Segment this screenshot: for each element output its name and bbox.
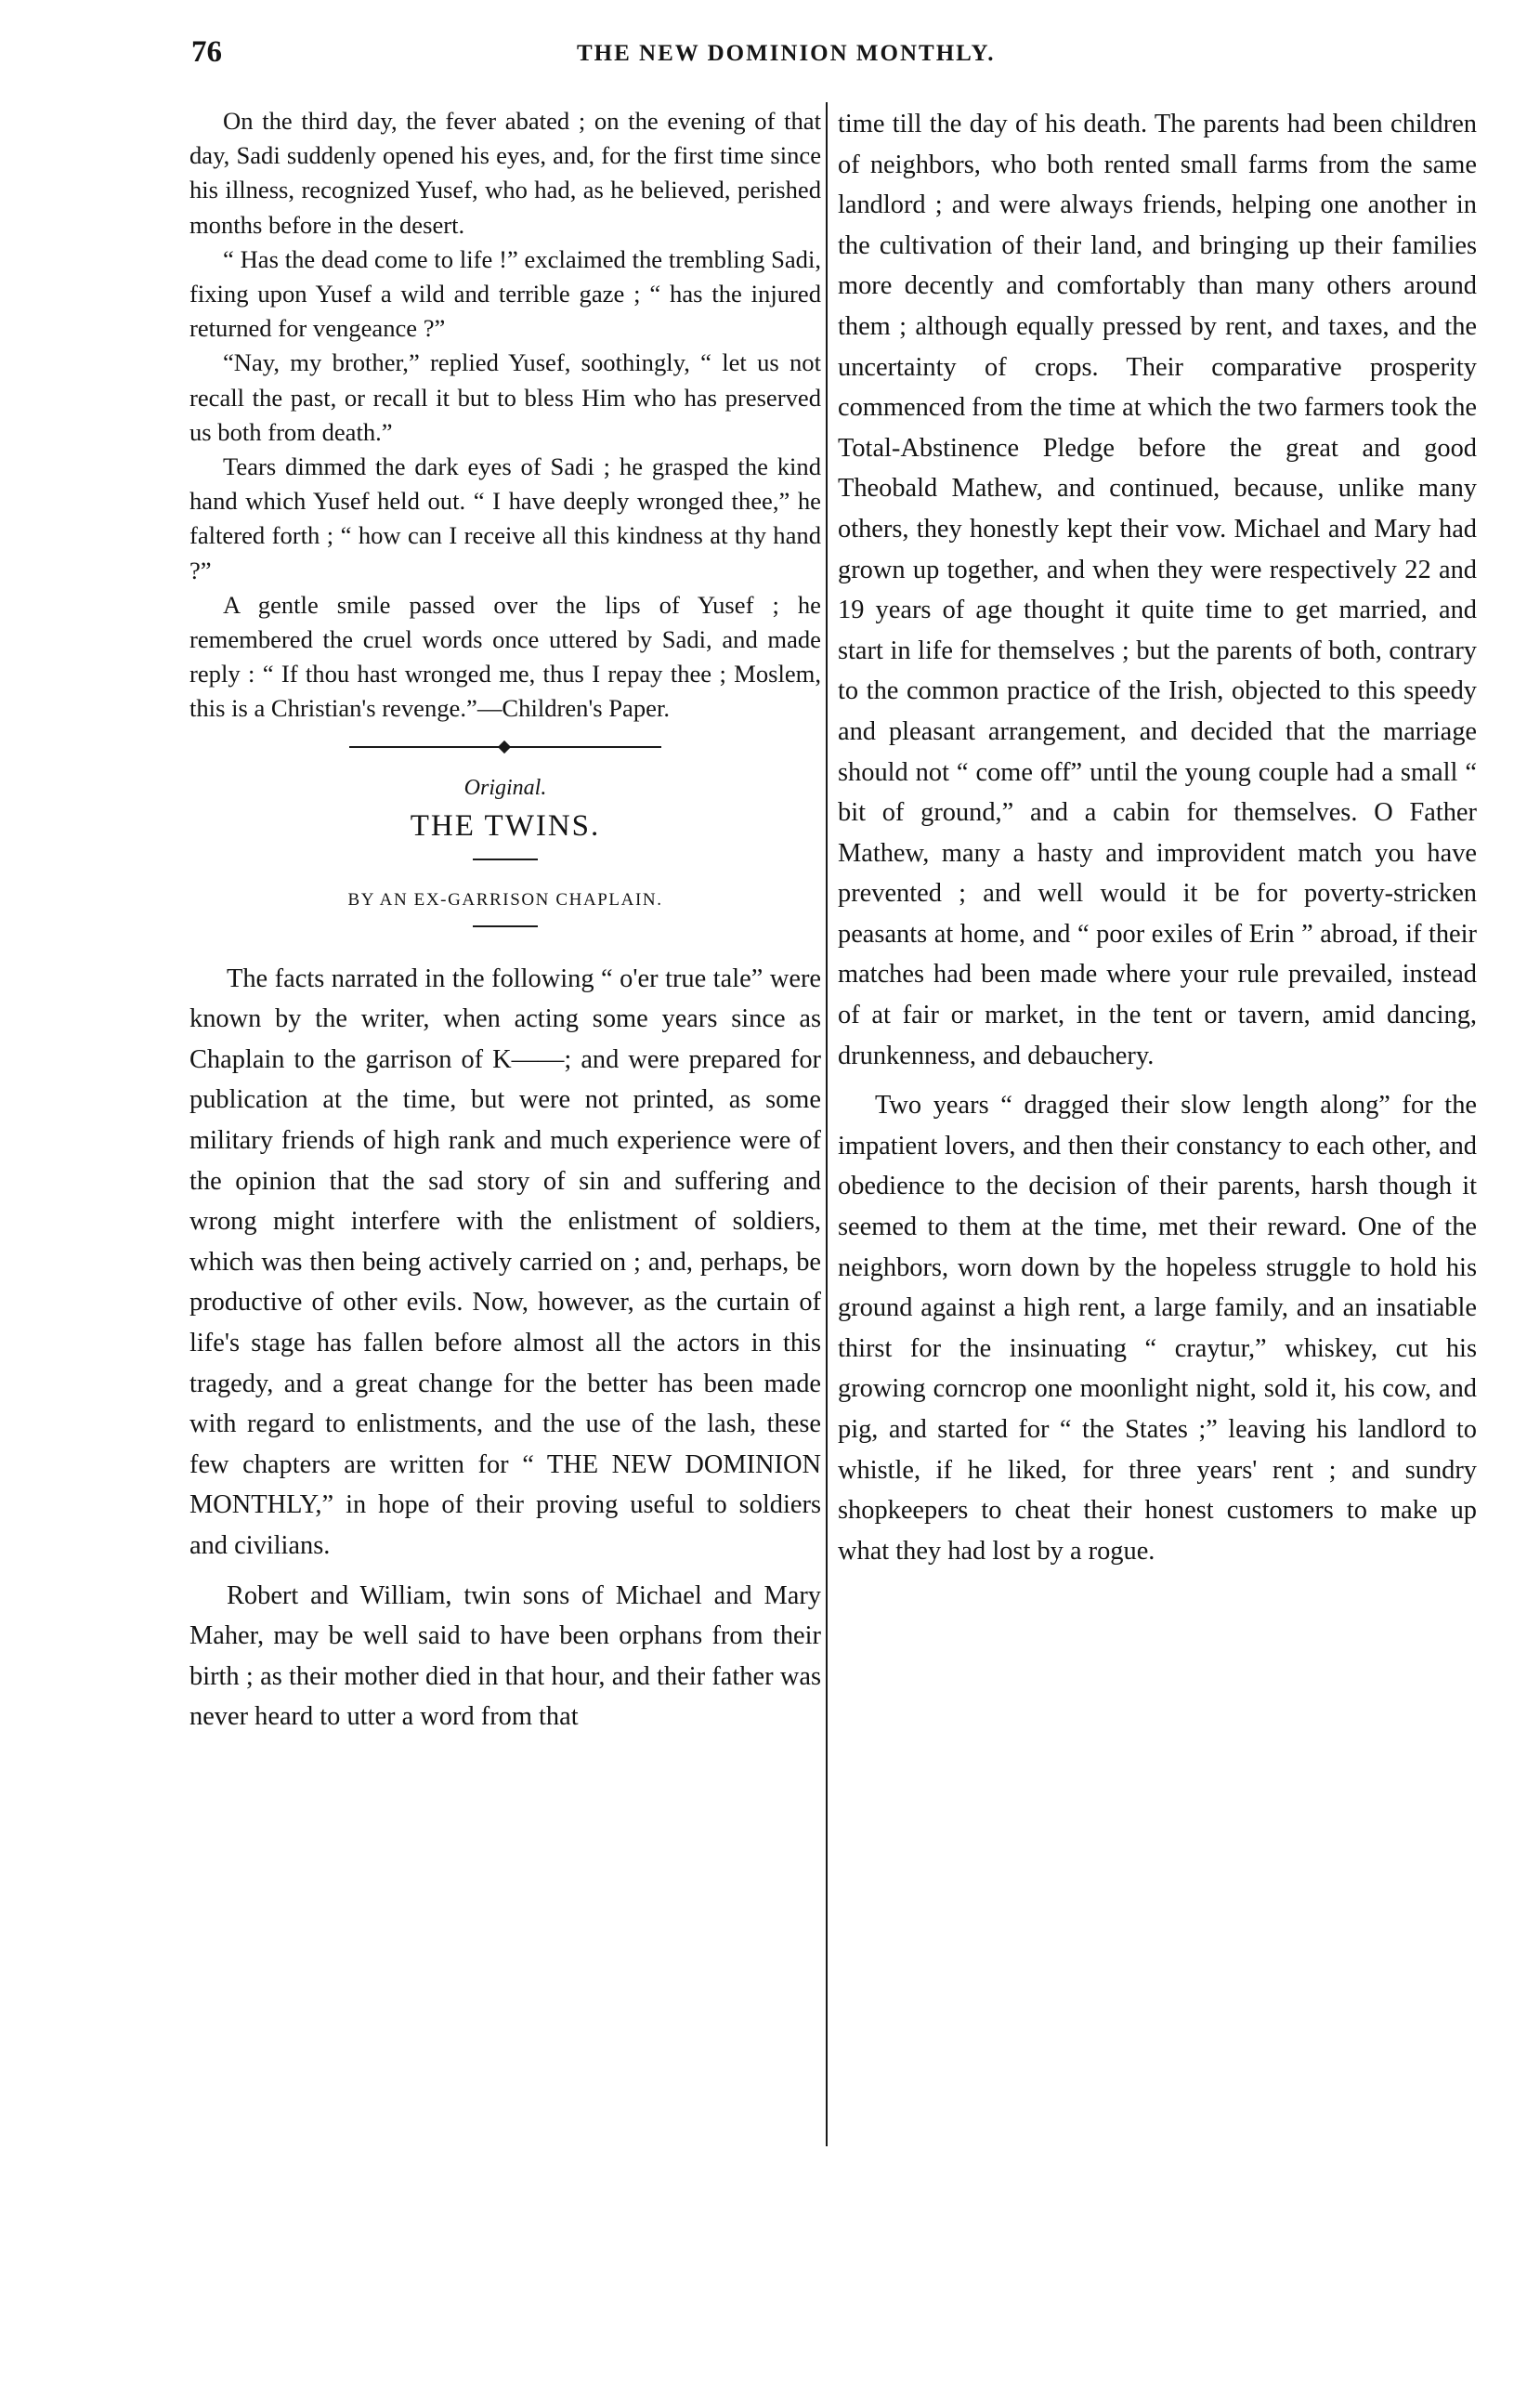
running-title: THE NEW DOMINION MONTHLY.: [577, 41, 996, 66]
section-label: Original.: [463, 775, 547, 800]
column-divider: [826, 102, 828, 2146]
page-header: [191, 35, 1473, 80]
article-body-left: [189, 959, 821, 1737]
left-column: [189, 104, 821, 1737]
right-column: [838, 104, 1477, 1571]
page-number: 76: [191, 35, 222, 69]
article-body-right: [838, 104, 1477, 1571]
article-paragraph-continued: time till the day of his death. The parents had been children of neighbors, who both rented small farms from the same landlord ; and were always friends, helping one another in the cultivation of their land, and bringing up their families more decently and comfortably than many others around them ; although equally pressed by rent, and taxes, and the uncertainty of crops. Their comparative prosperity commenced from the time at which the two farmers took the Total-Abstinence Pledge before the great and good Theobald Mathew, and continued, because, unlike many others, they honestly kept their vow. Michael and Mary had grown up together, and when they were respectively 22 and 19 years of age thought it quite time to get married, and start in life for themselves ; but the parents of both, contrary to the common practice of the Irish, objected to this speedy and pleasant arrangement, and decided that the marriage should not “ come off” until the young couple had a small “ bit of ground,” and a cabin for themselves. O Father Mathew, many a hasty and improvident match you have prevented ; and well would it be for poverty-stricken peasants at home, and “ poor exiles of Erin ” abroad, if their matches had been made where your rule prevailed, instead of at fair or market, in the tent or tavern, amid dancing, drunkenness, and debauchery.: [838, 110, 1477, 1070]
previous-story-ending: [189, 104, 821, 727]
story-paragraph: “Nay, my brother,” replied Yusef, soothingly, “ let us not recall the past, or recall it but to bless Him who has preserved us both from death.”: [189, 348, 821, 446]
spacer: [189, 927, 821, 959]
ornament-diamond: [498, 741, 511, 754]
article-paragraph: Two years “ dragged their slow length along” for the impatient lovers, and then their constancy to each other, and obedience to the decision of their parents, harsh though it seemed to them at the time, met their reward. One of the neighbors, worn down by the hopeless struggle to hold his ground against a high rent, a large family, and an insatiable thirst for the insinuating “ craytur,” whiskey, cut his growing corncrop one moonlight night, sold it, his cow, and pig, and started for “ the States ;” leaving his landlord to whistle, if he liked, for three years' rent ; and sundry shopkeepers to cheat their honest customers to make up what they had lost by a rogue.: [838, 1091, 1477, 1566]
article-byline: BY AN EX-GARRISON CHAPLAIN.: [347, 889, 663, 910]
article-paragraph: The facts narrated in the following “ o'er true tale” were known by the writer, when acting some years since as Chaplain to the garrison of K——; and were prepared for publication at the time, but were not printed, as some military friends of high rank and much experience were of the opinion that the sad story of sin and suffering and wrong might interfere with the enlistment of soldiers, which was then being actively carried on ; and, perhaps, be productive of other evils. Now, however, as the curtain of life's stage has fallen before almost all the actors in this tragedy, and a great change for the better has been made with regard to enlistments, and the use of the lash, these few chapters are written for “ THE NEW DOMINION MONTHLY,” in hope of their proving useful to soldiers and civilians.: [189, 964, 821, 1560]
story-paragraph: Tears dimmed the dark eyes of Sadi ; he grasped the kind hand which Yusef held out. “ I have deeply wronged thee,” he faltered forth ; “ how can I receive all this kindness at thy hand ?”: [189, 452, 821, 584]
section-ornament-rule: [349, 741, 661, 753]
story-paragraph: On the third day, the fever abated ; on the evening of that day, Sadi suddenly opened his eyes, and, for the first time since his illness, recognized Yusef, who had, as he believed, perished months before in the desert.: [189, 107, 821, 239]
article-paragraph: Robert and William, twin sons of Michael and Mary Maher, may be well said to have been orphans from their birth ; as their mother died in that hour, and their father was never heard to utter a word from that: [189, 1580, 821, 1732]
title-rule: [473, 859, 538, 860]
spacer: [189, 1567, 821, 1576]
article-title: THE TWINS.: [410, 808, 601, 843]
story-paragraph: “ Has the dead come to life !” exclaimed the trembling Sadi, fixing upon Yusef a wild and terrible gaze ; “ has the injured returned for vengeance ?”: [189, 244, 821, 343]
story-paragraph: A gentle smile passed over the lips of Yusef ; he remembered the cruel words once uttered by Sadi, and made reply : “ If thou hast wronged me, thus I repay thee ; Moslem, this is a Christian's revenge.”—Children's Paper.: [189, 590, 821, 723]
spacer: [838, 1076, 1477, 1085]
